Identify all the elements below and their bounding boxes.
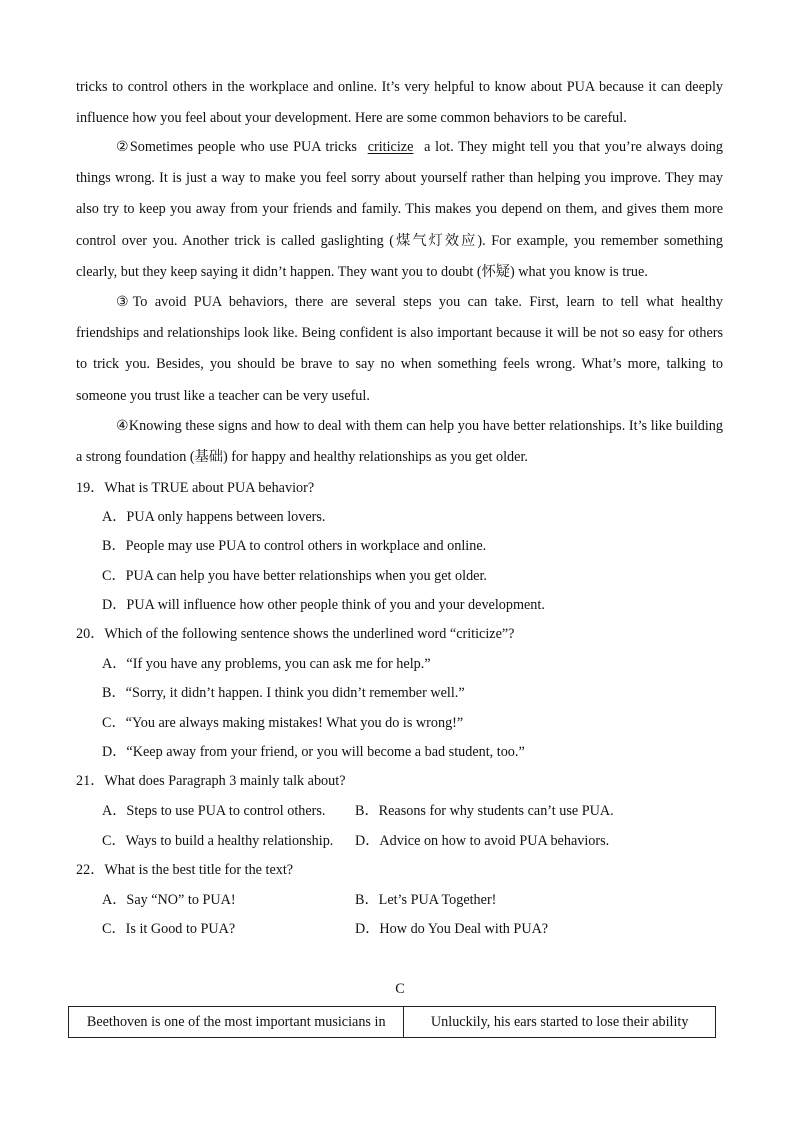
table-row (69, 1007, 716, 1038)
question-22-option-c: C．Is it Good to PUA? (102, 921, 236, 937)
question-20-stem: 20．Which of the following sentence shows the underlined word “criticize”? (76, 626, 515, 642)
question-20-option-a: A．“If you have any problems, you can ask me for help.” (102, 656, 431, 672)
table-cell: Beethoven is one of the most important musicians in (69, 1007, 404, 1038)
question-19-stem: 19．What is TRUE about PUA behavior? (76, 480, 315, 496)
question-19-option-a: A．PUA only happens between lovers. (102, 509, 326, 525)
question-22-stem: 22．What is the best title for the text? (76, 862, 294, 878)
question-19-option-c: C．PUA can help you have better relationships when you get older. (102, 568, 487, 584)
passage-paragraph-3 (76, 287, 723, 412)
question-21-stem: 21．What does Paragraph 3 mainly talk about? (76, 773, 346, 789)
underlined-word: criticize (367, 139, 414, 155)
question-22-option-a: A．Say “NO” to PUA! (102, 892, 236, 908)
paragraph-text: ④Knowing these signs and how to deal with them can help you have better relationships. It’s like building a strong foundation (基础) for happy and healthy relationships as you get older. (76, 418, 723, 466)
question-20-option-d: D．“Keep away from your friend, or you will become a bad student, too.” (102, 744, 525, 760)
paragraph-text: tricks to control others in the workplace and online. It’s very helpful to know about PUA because it can deeply influence how you feel about your development. Here are some common behaviors to be careful. (76, 79, 723, 127)
question-22-option-b: B．Let’s PUA Together! (355, 892, 497, 908)
question-21-option-c: C．Ways to build a healthy relationship. (102, 833, 334, 849)
question-19-option-d: D．PUA will influence how other people think of you and your development. (102, 597, 545, 613)
table-cell: Unluckily, his ears started to lose their ability (404, 1007, 716, 1038)
paragraph-text: ③To avoid PUA behaviors, there are several steps you can take. First, learn to tell what healthy friendships and relationships look like. Being confident is also important because it will be not so easy for others to trick you. Besides, you should be brave to say no when something feels wrong. What’s more, talking to someone you trust like a teacher can be very useful. (76, 294, 723, 404)
paragraph-text: a lot. They might tell you that you’re always doing things wrong. It is just a way to make you feel sorry about yourself rather than helping you improve. They may also try to keep you away from your friends and family. This makes you depend on them, and gives them more control over you. Another trick is called gaslighting (煤气灯效应). For example, you remember something clearly, but they keep saying it didn’t happen. They want you to doubt (怀疑) what you know is true. (76, 139, 723, 280)
question-22-option-d: D．How do You Deal with PUA? (355, 921, 549, 937)
question-20-option-c: C．“You are always making mistakes! What you do is wrong!” (102, 715, 464, 731)
question-21-option-a: A．Steps to use PUA to control others. (102, 803, 326, 819)
passage-paragraph-1-continued (76, 72, 723, 134)
question-19-option-b: B．People may use PUA to control others in workplace and online. (102, 538, 487, 554)
question-21-option-d: D．Advice on how to avoid PUA behaviors. (355, 833, 610, 849)
question-20-option-b: B．“Sorry, it didn’t happen. I think you didn’t remember well.” (102, 685, 465, 701)
passage-paragraph-2 (76, 132, 723, 288)
section-c-heading: C (395, 981, 405, 997)
question-21-option-b: B．Reasons for why students can’t use PUA. (355, 803, 614, 819)
passage-paragraph-4 (76, 411, 723, 473)
paragraph-text: ②Sometimes people who use PUA tricks (116, 139, 362, 155)
section-c-table (68, 1006, 716, 1038)
